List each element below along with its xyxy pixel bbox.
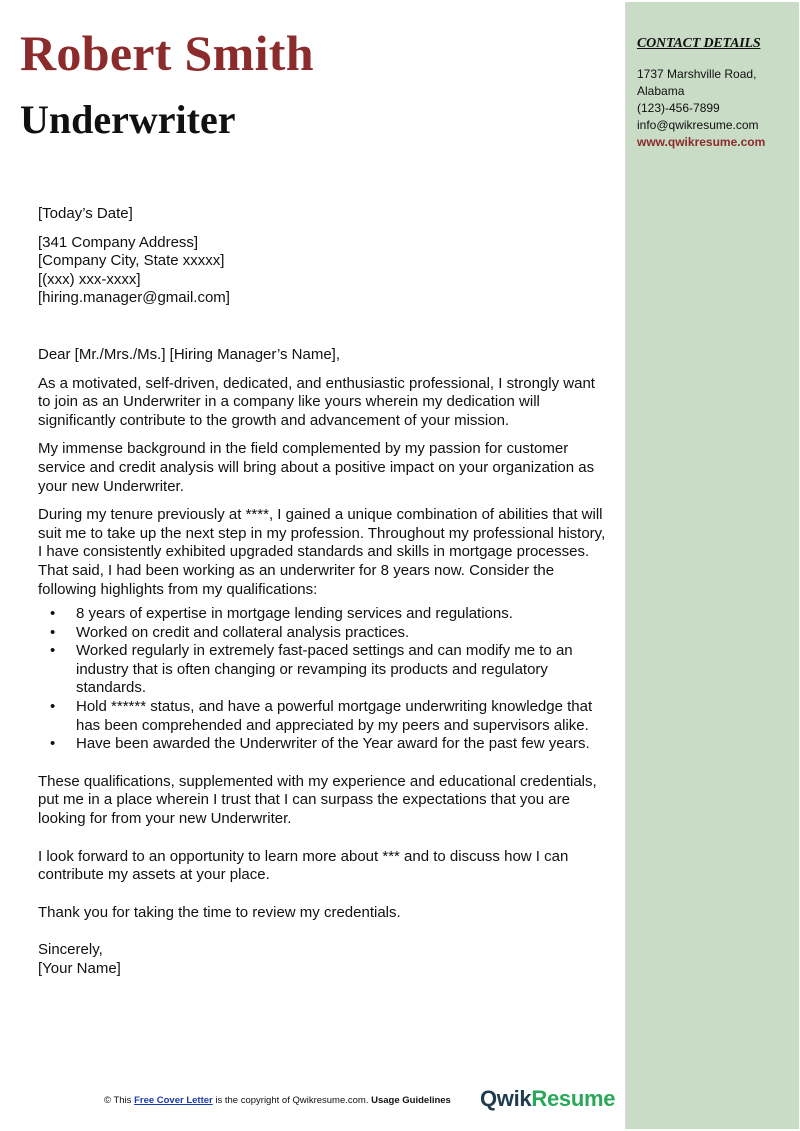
list-item: • Worked regularly in extremely fast-paced settings and can modify me to an industry that is often changing or revamping its products and regulatory standards. — [38, 642, 608, 698]
contact-list — [637, 66, 765, 151]
letter-date: [Today’s Date] — [38, 205, 133, 222]
signature: [Your Name] — [38, 960, 121, 977]
free-cover-letter-link[interactable]: Free Cover Letter — [134, 1095, 213, 1106]
contact-sidebar — [625, 2, 799, 1129]
paragraph-5: I look forward to an opportunity to learn more about *** and to discuss how I can contribute my assets at your place. — [38, 847, 569, 884]
closing: Sincerely, — [38, 941, 103, 959]
contact-email[interactable]: info@qwikresume.com — [637, 118, 759, 132]
footer-this: This — [113, 1095, 132, 1106]
list-item: • Worked on credit and collateral analysis practices. — [38, 624, 608, 643]
paragraph-2: My immense background in the field complemented by my passion for customer service and credit analysis will bring about a positive impact on your organization as your new Underwriter. — [38, 440, 595, 495]
logo-part-resume: Resume — [531, 1086, 616, 1111]
candidate-name: Robert Smith — [20, 25, 314, 81]
contact-address-line1: 1737 Marshville Road, — [637, 67, 757, 81]
footer-copyright — [104, 1095, 451, 1106]
recipient-block — [38, 234, 608, 308]
letter-body — [38, 205, 608, 979]
logo-part-qwik: Qwik — [480, 1086, 532, 1111]
list-item: • Have been awarded the Underwriter of the Year award for the past few years. — [38, 735, 608, 754]
copyright-icon: © — [104, 1095, 111, 1106]
contact-address-line2: Alabama — [637, 84, 685, 98]
qualifications-list — [38, 605, 608, 754]
paragraph-6: Thank you for taking the time to review my credentials. — [38, 903, 401, 921]
list-item: • 8 years of expertise in mortgage lending services and regulations. — [38, 605, 608, 624]
paragraph-4: These qualifications, supplemented with my experience and educational credentials, put me in a place wherein I trust that I can surpass the expectations that you are looking for from your new Underwriter. — [38, 772, 597, 828]
contact-details-heading: CONTACT DETAILS — [637, 36, 761, 51]
qwikresume-logo[interactable] — [480, 1086, 615, 1112]
list-item: • Hold ****** status, and have a powerful mortgage underwriting knowledge that has been comprehended and appreciated by my peers and supervisors alike. — [38, 698, 608, 735]
salutation: Dear [Mr./Mrs./Ms.] [Hiring Manager’s Name], — [38, 345, 341, 363]
contact-phone: (123)-456-7899 — [637, 101, 720, 115]
footer-middle-text: is the copyright of Qwikresume.com. — [215, 1095, 369, 1106]
recipient-address: [341 Company Address] — [38, 233, 199, 251]
paragraph-1: As a motivated, self-driven, dedicated, and enthusiastic professional, I strongly want to join as an Underwriter in a company like yours wherein my dedication will significantly contribute to the growth and advancement of your mission. — [38, 374, 595, 429]
contact-website[interactable]: www.qwikresume.com — [637, 135, 766, 149]
recipient-phone: [(xxx) xxx-xxxx] — [38, 270, 141, 288]
recipient-email: [hiring.manager@gmail.com] — [38, 289, 230, 307]
recipient-city-state: [Company City, State xxxxx] — [38, 252, 225, 270]
usage-guidelines-link[interactable]: Usage Guidelines — [371, 1095, 451, 1106]
paragraph-3: During my tenure previously at ****, I gained a unique combination of abilities that will suit me to take up the next step in my profession. Throughout my professional history, I have consistently exhibited upgraded standards and skills in mortgage processes. That said, I had been working as an underwriter for 8 years now. Consider the following highlights from my qualifications: — [38, 506, 606, 598]
job-title: Underwriter — [20, 97, 236, 142]
